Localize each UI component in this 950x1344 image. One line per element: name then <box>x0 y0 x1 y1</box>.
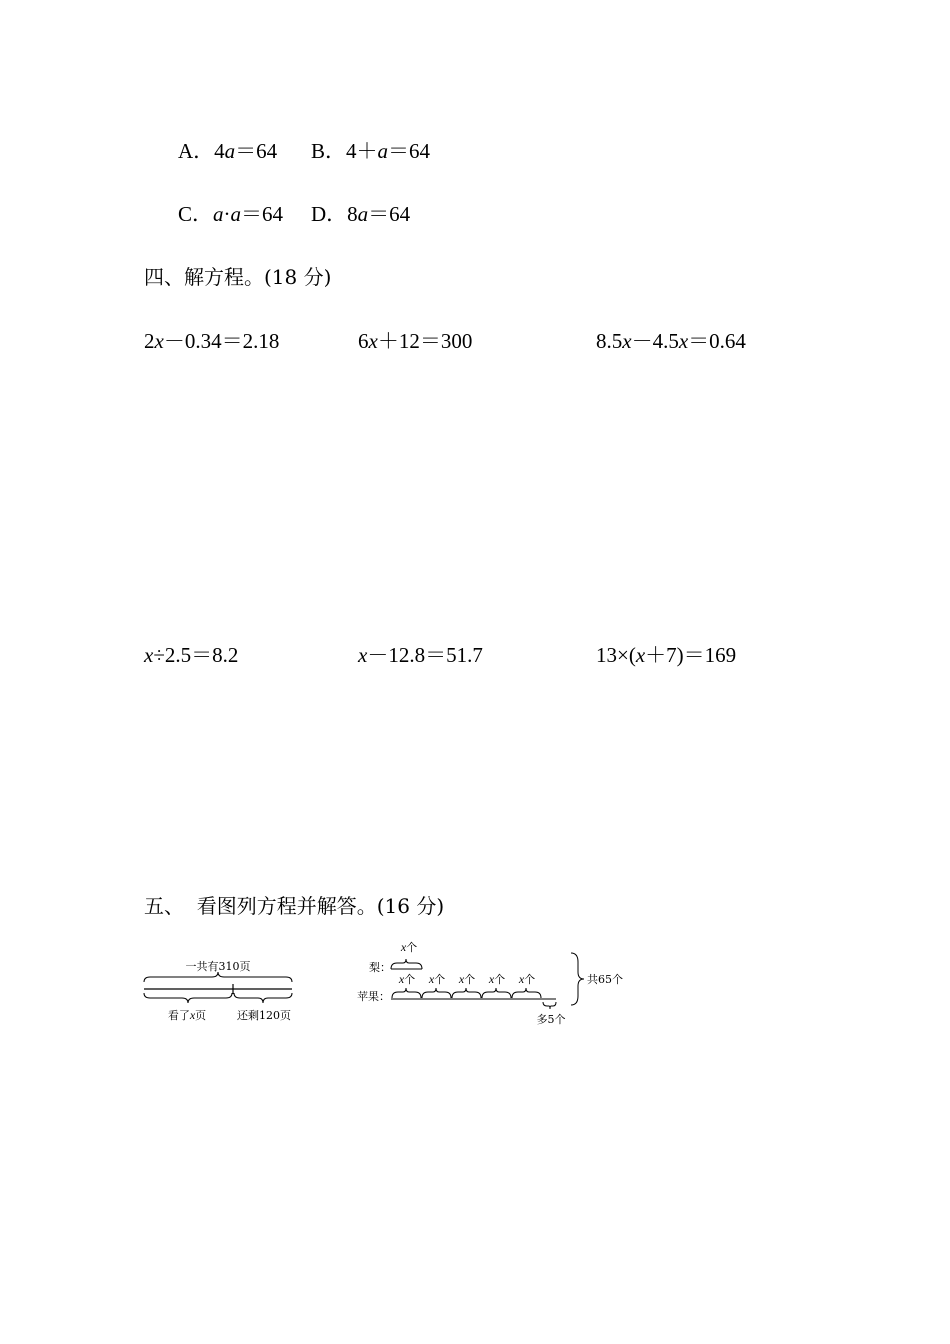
option-b-var: a <box>377 139 389 163</box>
eq5-post: －12.8＝51.7 <box>367 643 483 667</box>
eq2-post: ＋12＝300 <box>377 329 473 353</box>
pear-brace <box>391 959 422 969</box>
apple-seg-2-label: x个 <box>428 972 446 986</box>
eq2-var: x <box>368 329 378 353</box>
eq3-post: ＝0.64 <box>688 329 746 353</box>
section-4-title: 四、解方程。(18 分) <box>144 265 332 289</box>
equation-2 <box>358 331 472 352</box>
equation-5 <box>358 645 483 666</box>
eq6-post: ＋7)＝169 <box>645 643 737 667</box>
option-c-var1: a <box>213 202 224 226</box>
option-c-var2: a <box>230 202 242 226</box>
total-fruit-label: 共65个 <box>587 973 623 986</box>
apple-brace-2 <box>422 988 451 998</box>
option-d-var: a <box>357 202 369 226</box>
apple-brace-1 <box>392 988 421 998</box>
eq4-post: ÷2.5＝8.2 <box>153 643 239 667</box>
total-brace <box>571 953 584 1005</box>
eq2-pre: 6 <box>358 329 369 353</box>
left-pages-label: 还剩120页 <box>237 1009 291 1022</box>
fruit-diagram <box>355 938 635 1028</box>
option-a-pre: 4 <box>214 139 225 163</box>
read-pages-label <box>168 1008 206 1022</box>
option-d-letter: D． <box>311 202 348 226</box>
eq1-var: x <box>154 329 164 353</box>
total-pages-label: 一共有310页 <box>185 960 251 973</box>
more-brace <box>543 1002 556 1009</box>
option-c <box>178 204 283 225</box>
pear-top-label <box>400 940 417 954</box>
left-brace <box>234 993 292 1003</box>
option-b-pre: 4＋ <box>346 139 378 163</box>
pear-label: 梨： <box>369 961 391 974</box>
apple-brace-4 <box>482 988 511 998</box>
eq3-mid: －4.5 <box>631 329 679 353</box>
option-a-post: ＝64 <box>235 139 278 163</box>
option-c-post: ＝64 <box>241 202 284 226</box>
option-b-letter: B． <box>311 139 347 163</box>
option-d-post: ＝64 <box>368 202 411 226</box>
option-d-pre: 8 <box>347 202 358 226</box>
top-brace <box>144 972 292 982</box>
equation-4 <box>144 645 238 666</box>
eq6-var: x <box>635 643 646 667</box>
apple-brace-5 <box>512 988 541 998</box>
equation-6 <box>596 645 736 666</box>
eq1-post: －0.34＝2.18 <box>163 329 280 353</box>
eq3-var1: x <box>622 329 632 353</box>
read-var: x <box>189 1008 196 1022</box>
option-b-post: ＝64 <box>388 139 431 163</box>
eq4-var: x <box>144 643 154 667</box>
read-brace <box>144 993 232 1003</box>
apple-seg-5-label: x个 <box>518 972 536 986</box>
eq6-pre: 13×( <box>596 643 636 667</box>
section-5-title: 五、 看图列方程并解答。(16 分) <box>144 894 445 918</box>
option-c-mid: · <box>223 202 231 226</box>
apple-seg-4-label: x个 <box>488 972 506 986</box>
read-post: 页 <box>195 1009 207 1022</box>
eq1-pre: 2 <box>144 329 155 353</box>
pear-unit: 个 <box>406 941 418 954</box>
more-label: 多5个 <box>536 1013 566 1026</box>
option-d <box>311 204 410 225</box>
apple-label: 苹果： <box>357 990 390 1003</box>
equation-1 <box>144 331 279 352</box>
pear-var: x <box>400 940 407 954</box>
equation-3 <box>596 331 746 352</box>
option-a <box>178 141 277 162</box>
apple-seg-1-label: x个 <box>398 972 416 986</box>
option-a-letter: A． <box>178 139 215 163</box>
apple-brace-3 <box>452 988 481 998</box>
eq5-var: x <box>358 643 368 667</box>
eq3-pre: 8.5 <box>596 329 623 353</box>
option-a-var: a <box>224 139 236 163</box>
eq3-var2: x <box>678 329 689 353</box>
pages-diagram <box>140 955 310 1035</box>
apple-seg-3-label: x个 <box>458 972 476 986</box>
option-b <box>311 141 430 162</box>
read-pre: 看了 <box>167 1009 190 1022</box>
option-c-letter: C． <box>178 202 214 226</box>
